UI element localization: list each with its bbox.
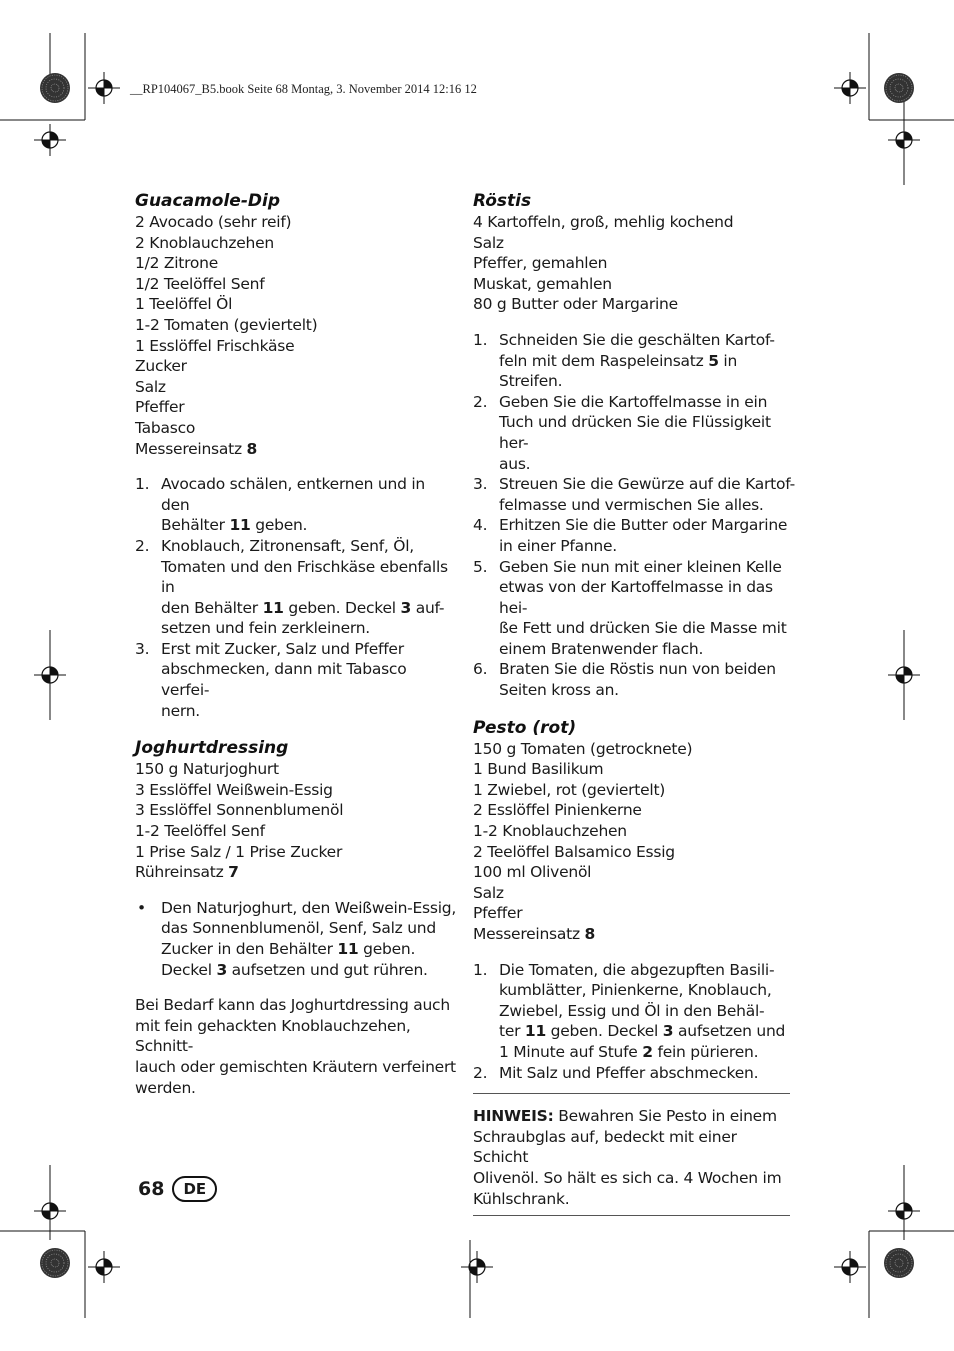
guacamole-steps	[135, 474, 457, 721]
roesti-title: Röstis	[473, 191, 532, 211]
ingredient: Pfeffer	[473, 904, 523, 923]
ingredient: 1/2 Teelöffel Senf	[135, 274, 265, 293]
ingredient: Salz	[473, 233, 504, 252]
ingredient: 1-2 Tomaten (geviertelt)	[135, 315, 318, 334]
step: 3. Erst mit Zucker, Salz und Pfeffer abschmecken, dann mit Tabasco verfei- nern.	[135, 639, 407, 720]
pesto-steps	[473, 960, 795, 1084]
attachment-line: Messereinsatz 8	[473, 925, 596, 943]
ingredient: 80 g Butter oder Margarine	[473, 295, 678, 314]
pesto-title: Pesto (rot)	[473, 717, 577, 738]
ingredient: 2 Knoblauchzehen	[135, 233, 274, 252]
hint-box	[473, 1093, 790, 1216]
step: 2. Knoblauch, Zitronensaft, Senf, Öl, Tomaten und den Frischkäse ebenfalls in den Behälter 11 geben. Deckel 3 auf- setzen und fein zerkleinern.	[135, 536, 448, 638]
ingredient: Muskat, gemahlen	[473, 274, 612, 293]
step: 1. Schneiden Sie die geschälten Kartof- feln mit dem Raspeleinsatz 5 in Streifen.	[473, 330, 775, 391]
step: 2. Mit Salz und Pfeffer abschmecken.	[473, 1063, 759, 1082]
ingredient: 2 Avocado (sehr reif)	[135, 213, 292, 231]
step: 4. Erhitzen Sie die Butter oder Margarine in einer Pfanne.	[473, 516, 788, 555]
ingredient: 100 ml Olivenöl	[473, 863, 592, 882]
roesti-ingredients	[473, 212, 795, 315]
hint-label: HINWEIS:	[473, 1107, 554, 1126]
ingredient: 1-2 Teelöffel Senf	[135, 822, 265, 841]
ingredient: Zucker	[135, 357, 187, 376]
ingredient: 1 Bund Basilikum	[473, 760, 604, 779]
ingredient: Tabasco	[135, 418, 196, 437]
guacamole-title: Guacamole-Dip	[135, 191, 280, 211]
right-column	[473, 190, 795, 1216]
ingredient: 1 Esslöffel Frischkäse	[135, 336, 295, 355]
step: 1. Die Tomaten, die abgezupften Basili- kumblätter, Pinienkerne, Knoblauch, Zwiebel, Essig und Öl in den Behäl- ter 11 geben. Deckel 3 aufsetzen und 1 Minute auf Stufe 2 fein pürieren.	[473, 960, 786, 1061]
ingredient: 1 Teelöffel Öl	[135, 295, 233, 314]
file-info-header: __RP104067_B5.book Seite 68 Montag, 3. November 2014 12:16 12	[130, 82, 477, 96]
step: 2. Geben Sie die Kartoffelmasse in ein Tuch und drücken Sie die Flüssigkeit her- aus.	[473, 392, 771, 473]
step: 6. Braten Sie die Röstis nun von beiden Seiten kross an.	[473, 660, 776, 700]
ingredient: 4 Kartoffeln, groß, mehlig kochend	[473, 213, 734, 231]
ingredient: Salz	[135, 377, 166, 396]
pesto-ingredients	[473, 739, 795, 945]
joghurt-title: Joghurtdressing	[135, 738, 289, 759]
guacamole-ingredients	[135, 212, 457, 459]
bullet-item: • Den Naturjoghurt, den Weißwein-Essig, das Sonnenblumenöl, Senf, Salz und Zucker in den Behälter 11 geben. Deckel 3 aufsetzen und gut rühren.	[137, 898, 457, 979]
ingredient: 150 g Naturjoghurt	[135, 760, 279, 779]
joghurt-instructions	[135, 898, 457, 980]
ingredient: 1-2 Knoblauchzehen	[473, 822, 627, 841]
joghurt-ingredients	[135, 759, 457, 883]
ingredient: 1 Zwiebel, rot (geviertelt)	[473, 780, 666, 799]
roesti-steps	[473, 330, 795, 701]
ingredient: 2 Teelöffel Balsamico Essig	[473, 842, 675, 861]
attachment-line: Messereinsatz 8	[135, 439, 258, 458]
language-badge: DE	[172, 1176, 217, 1202]
attachment-line: Rühreinsatz 7	[135, 863, 239, 882]
left-column	[135, 190, 457, 1098]
ingredient: 2 Esslöffel Pinienkerne	[473, 801, 642, 820]
page-footer	[138, 1176, 217, 1202]
ingredient: 150 g Tomaten (getrocknete)	[473, 739, 693, 758]
ingredient: 1 Prise Salz / 1 Prise Zucker	[135, 842, 343, 861]
step: 5. Geben Sie nun mit einer kleinen Kelle etwas von der Kartoffelmasse in das hei- ße Fett und drücken Sie die Masse mit einem Bratenwender flach.	[473, 557, 787, 658]
step: 3. Streuen Sie die Gewürze auf die Kartof- felmasse und vermischen Sie alles.	[473, 475, 795, 514]
ingredient: Pfeffer	[135, 398, 185, 417]
ingredient: 3 Esslöffel Sonnenblumenöl	[135, 801, 344, 820]
ingredient: Pfeffer, gemahlen	[473, 254, 608, 273]
page-number: 68	[138, 1178, 165, 1200]
ingredient: 1/2 Zitrone	[135, 254, 218, 273]
hint-text: HINWEIS: Bewahren Sie Pesto in einem Schraubglas auf, bedeckt mit einer Schicht Olivenöl. So hält es sich ca. 4 Wochen im Kühlschrank.	[473, 1107, 782, 1208]
step: 1. Avocado schälen, entkernen und in den Behälter 11 geben.	[135, 475, 425, 535]
joghurt-note: Bei Bedarf kann das Joghurtdressing auch mit fein gehackten Knoblauchzehen, Schnitt- lauch oder gemischten Kräutern verfeinert werden.	[135, 996, 456, 1097]
ingredient: 3 Esslöffel Weißwein-Essig	[135, 780, 333, 799]
ingredient: Salz	[473, 883, 504, 902]
